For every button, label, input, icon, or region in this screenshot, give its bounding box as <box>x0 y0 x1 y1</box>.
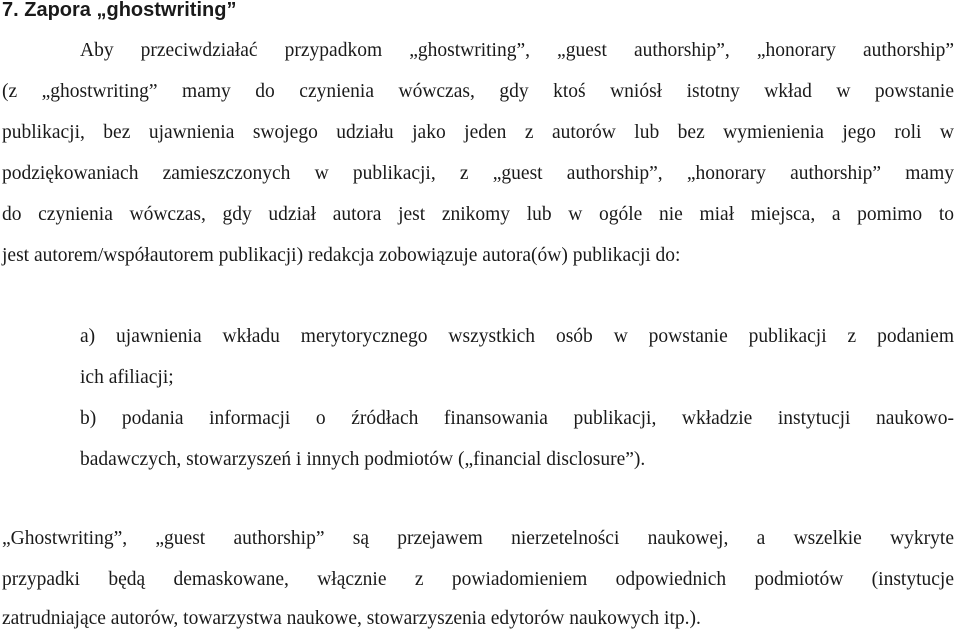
paragraph-line: przypadki będą demaskowane, włącznie z powiadomieniem odpowiednich podmiotów (instytucje <box>2 569 954 590</box>
paragraph-line: podziękowaniach zamieszczonych w publikacji, z „guest authorship”, „honorary authorship” mamy <box>2 163 954 184</box>
paragraph-line: „Ghostwriting”, „guest authorship” są przejawem nierzetelności naukowej, a wszelkie wykryte <box>2 528 954 549</box>
paragraph-line: publikacji, bez ujawnienia swojego udziału jako jeden z autorów lub bez wymienienia jego roli w <box>2 122 954 143</box>
paragraph-line: (z „ghostwriting” mamy do czynienia wówczas, gdy ktoś wniósł istotny wkład w powstanie <box>2 81 954 102</box>
list-item-line: a) ujawnienia wkładu merytorycznego wszystkich osób w powstanie publikacji z podaniem <box>80 326 954 347</box>
section-heading: 7. Zapora „ghostwriting” <box>2 0 237 21</box>
list-item-line: ich afiliacji; <box>80 367 174 388</box>
list-item-line: b) podania informacji o źródłach finansowania publikacji, wkładzie instytucji naukowo- <box>80 408 954 429</box>
paragraph-line: jest autorem/współautorem publikacji) redakcja zobowiązuje autora(ów) publikacji do: <box>2 245 681 266</box>
paragraph-line: zatrudniające autorów, towarzystwa naukowe, stowarzyszenia edytorów naukowych itp.). <box>2 608 701 629</box>
list-item-line: badawczych, stowarzyszeń i innych podmiotów („financial disclosure”). <box>80 449 646 470</box>
paragraph-line: Aby przeciwdziałać przypadkom „ghostwriting”, „guest authorship”, „honorary authorship” <box>80 40 954 61</box>
paragraph-line: do czynienia wówczas, gdy udział autora jest znikomy lub w ogóle nie miał miejsca, a pomimo to <box>2 204 954 225</box>
